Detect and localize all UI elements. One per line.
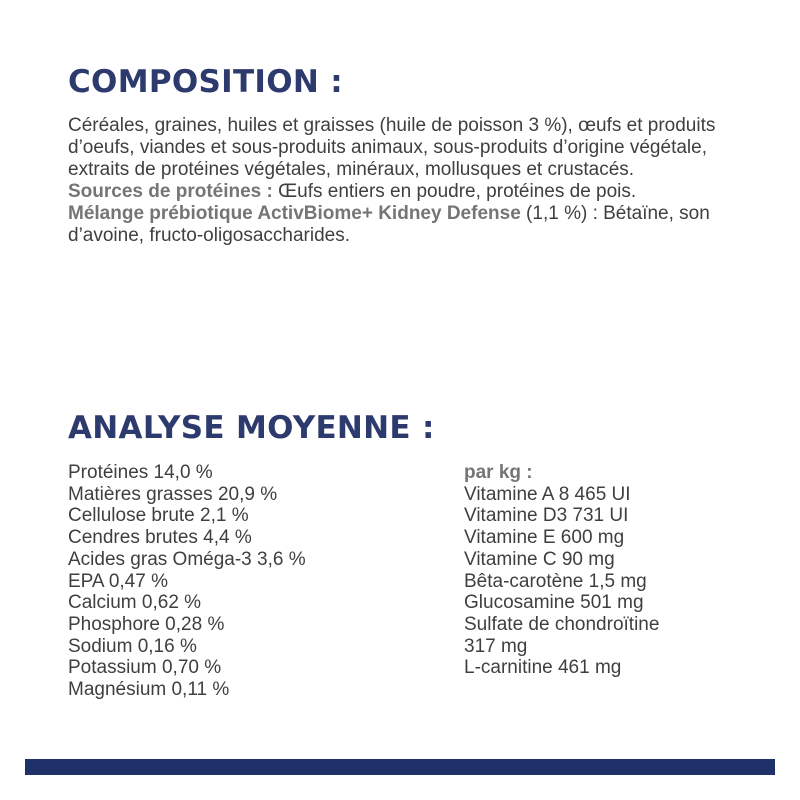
nutrient-item: Phosphore 0,28 % — [68, 613, 225, 635]
nutrient-item: EPA 0,47 % — [68, 570, 168, 592]
composition-heading: COMPOSITION : — [68, 64, 343, 100]
analysis-heading: ANALYSE MOYENNE : — [68, 410, 435, 446]
nutrient-item: Cellulose brute 2,1 % — [68, 505, 249, 527]
protein-sources-label: Sources de protéines : — [68, 181, 273, 202]
per-kg-item: 317 mg — [464, 635, 528, 657]
nutrient-item: Cendres brutes 4,4 % — [68, 527, 252, 549]
nutrient-item: Acides gras Oméga-3 3,6 % — [68, 548, 306, 570]
per-kg-item: L-carnitine 461 mg — [464, 657, 622, 679]
prebiotic-label: Mélange prébiotique ActivBiome+ Kidney Defense — [68, 203, 521, 224]
per-kg-item: Vitamine E 600 mg — [464, 527, 625, 549]
composition-section — [68, 115, 768, 247]
per-kg-label: par kg : — [464, 462, 533, 483]
footer-bar — [25, 759, 775, 775]
prebiotic-line — [68, 203, 768, 247]
nutrient-item: Calcium 0,62 % — [68, 592, 202, 614]
per-kg-item: Bêta-carotène 1,5 mg — [464, 570, 647, 592]
prebiotic-text: (1,1 %) : Bétaïne, son d’avoine, fructo-oligosaccharides. — [68, 203, 710, 246]
per-kg-item: Sulfate de chondroïtine — [464, 613, 660, 635]
nutrient-item: Protéines 14,0 % — [68, 462, 213, 483]
nutrient-item: Magnésium 0,11 % — [68, 679, 230, 701]
per-kg-item: Glucosamine 501 mg — [464, 592, 644, 614]
per-kg-item: Vitamine D3 731 UI — [464, 505, 629, 527]
ingredients-text: Céréales, graines, huiles et graisses (huile de poisson 3 %), œufs et produits d’oeufs, viandes et sous-produits animaux, sous-produits d’origine végétale, extraits de protéines végétales, minéraux, mollusques et crustacés. — [68, 115, 716, 180]
protein-sources-text: Œufs entiers en poudre, protéines de pois. — [272, 181, 637, 202]
nutrient-item: Potassium 0,70 % — [68, 657, 222, 679]
nutrient-list — [68, 462, 428, 701]
per-kg-item: Vitamine A 8 465 UI — [464, 483, 631, 505]
nutrient-item: Sodium 0,16 % — [68, 635, 197, 657]
nutrient-item: Matières grasses 20,9 % — [68, 483, 278, 505]
per-kg-list — [464, 462, 734, 679]
per-kg-item: Vitamine C 90 mg — [464, 548, 615, 570]
protein-sources-line — [68, 181, 768, 203]
